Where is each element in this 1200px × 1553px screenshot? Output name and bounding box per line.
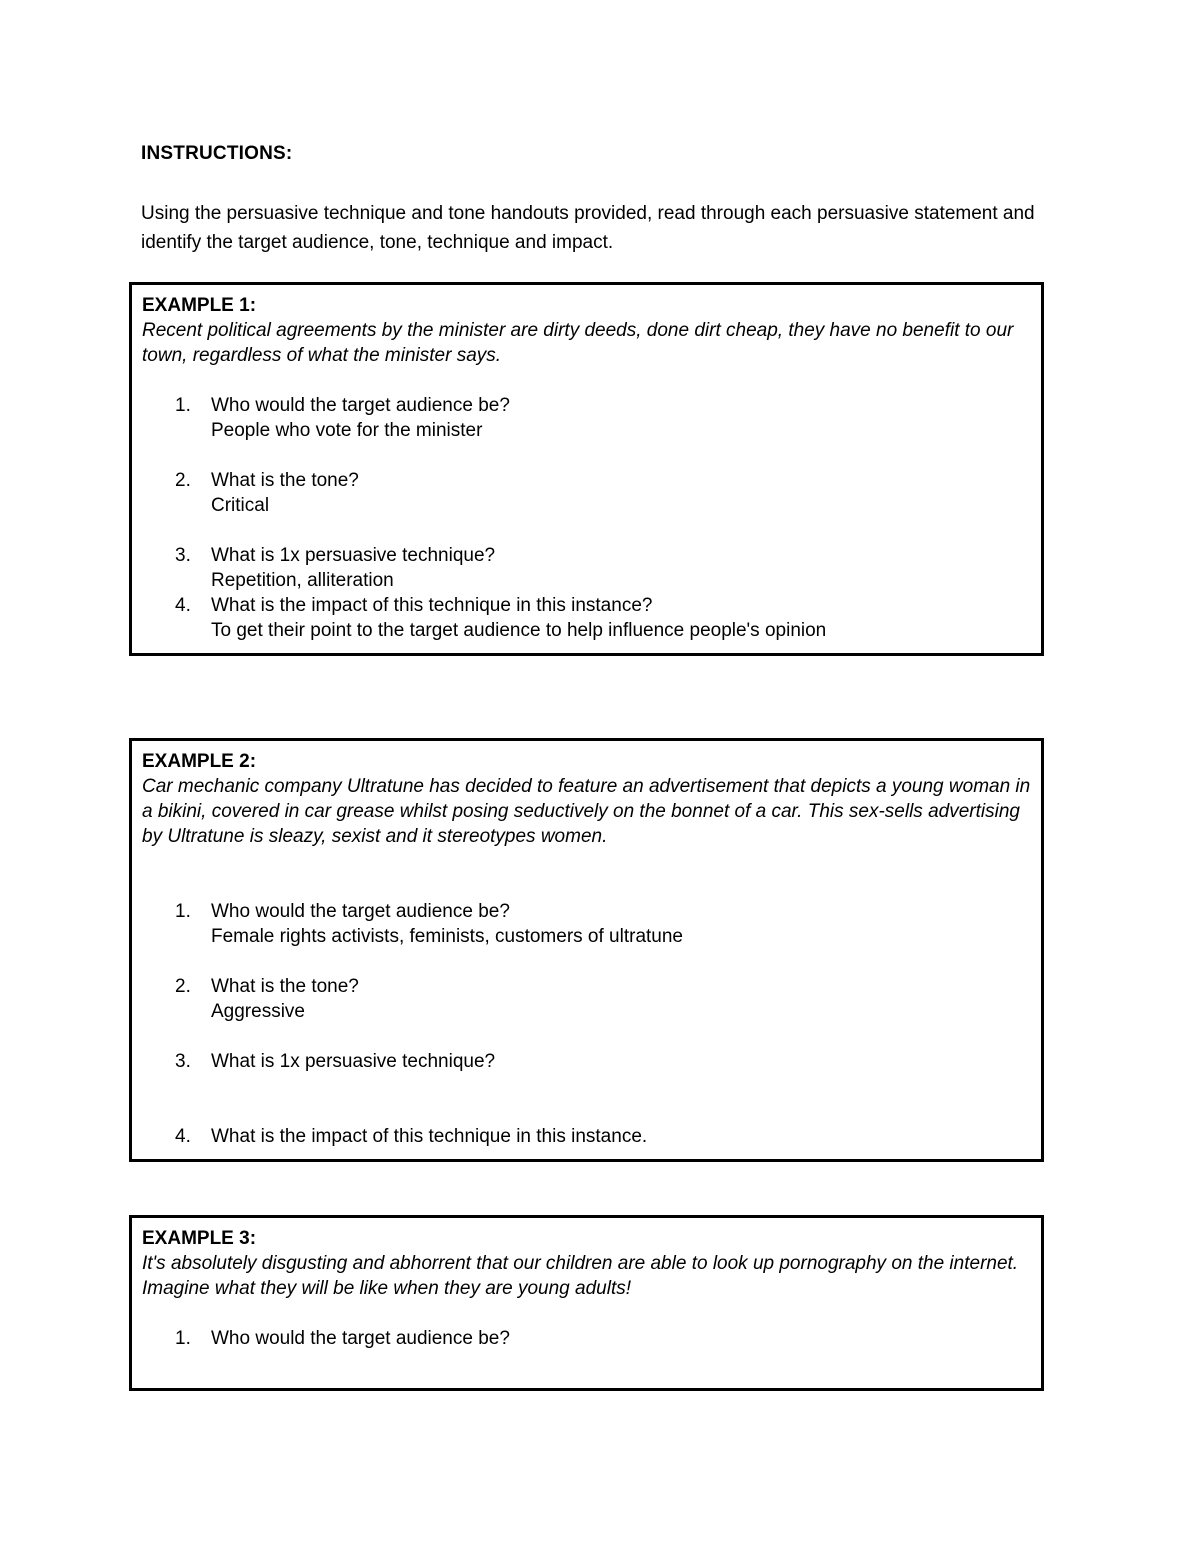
question-list — [142, 393, 1031, 643]
question-number: 4. — [175, 595, 191, 616]
question-number: 3. — [175, 545, 191, 566]
question-item — [142, 1049, 1031, 1074]
question-text: What is 1x persuasive technique? — [211, 545, 496, 566]
question-text: What is the tone? — [211, 470, 359, 491]
question-number: 2. — [175, 470, 191, 491]
question-item — [142, 468, 1031, 518]
example-statement: Car mechanic company Ultratune has decided to feature an advertisement that depicts a young woman in a bikini, covered in car grease whilst posing seductively on the bonnet of a car. This sex-sells advertising by Ultratune is sleazy, sexist and it stereotypes women. — [142, 776, 1031, 847]
question-item — [142, 543, 1031, 593]
question-text: What is the impact of this technique in this instance. — [211, 1126, 648, 1147]
question-text: Who would the target audience be? — [211, 1328, 510, 1349]
answer-text: Repetition, alliteration — [211, 570, 394, 591]
question-text: What is the impact of this technique in this instance? — [211, 595, 653, 616]
answer-text: Critical — [211, 495, 270, 516]
instructions-text: Using the persuasive technique and tone handouts provided, read through each persuasive statement and identify the target audience, tone, technique and impact. — [141, 203, 1035, 253]
example-statement: Recent political agreements by the minister are dirty deeds, done dirt cheap, they have no benefit to our town, regardless of what the minister says. — [142, 320, 1014, 366]
question-list — [142, 1326, 1031, 1351]
question-list — [142, 899, 1031, 1149]
question-text: Who would the target audience be? — [211, 901, 510, 922]
answer-text: Aggressive — [211, 1001, 305, 1022]
example-statement: It's absolutely disgusting and abhorrent that our children are able to look up pornography on the internet. Imagine what they will be like when they are young adults! — [142, 1253, 1019, 1299]
question-number: 1. — [175, 1328, 191, 1349]
question-text: Who would the target audience be? — [211, 395, 510, 416]
question-item — [142, 974, 1031, 1024]
instructions-heading: INSTRUCTIONS: — [141, 143, 293, 164]
question-number: 4. — [175, 1126, 191, 1147]
question-number: 3. — [175, 1051, 191, 1072]
question-item — [142, 393, 1031, 443]
example-1-box — [129, 282, 1044, 656]
question-number: 2. — [175, 976, 191, 997]
question-text: What is 1x persuasive technique? — [211, 1051, 496, 1072]
example-3-box — [129, 1215, 1044, 1391]
answer-text: To get their point to the target audience to help influence people's opinion — [211, 620, 827, 641]
example-2-box — [129, 738, 1044, 1162]
question-item — [142, 1326, 1031, 1351]
question-number: 1. — [175, 395, 191, 416]
question-item — [142, 899, 1031, 949]
answer-text: Female rights activists, feminists, customers of ultratune — [211, 926, 683, 947]
example-title: EXAMPLE 3: — [142, 1228, 257, 1249]
answer-text: People who vote for the minister — [211, 420, 483, 441]
question-item — [142, 1124, 1031, 1149]
question-text: What is the tone? — [211, 976, 359, 997]
question-item — [142, 593, 1031, 643]
example-title: EXAMPLE 1: — [142, 295, 257, 316]
question-number: 1. — [175, 901, 191, 922]
example-title: EXAMPLE 2: — [142, 751, 257, 772]
